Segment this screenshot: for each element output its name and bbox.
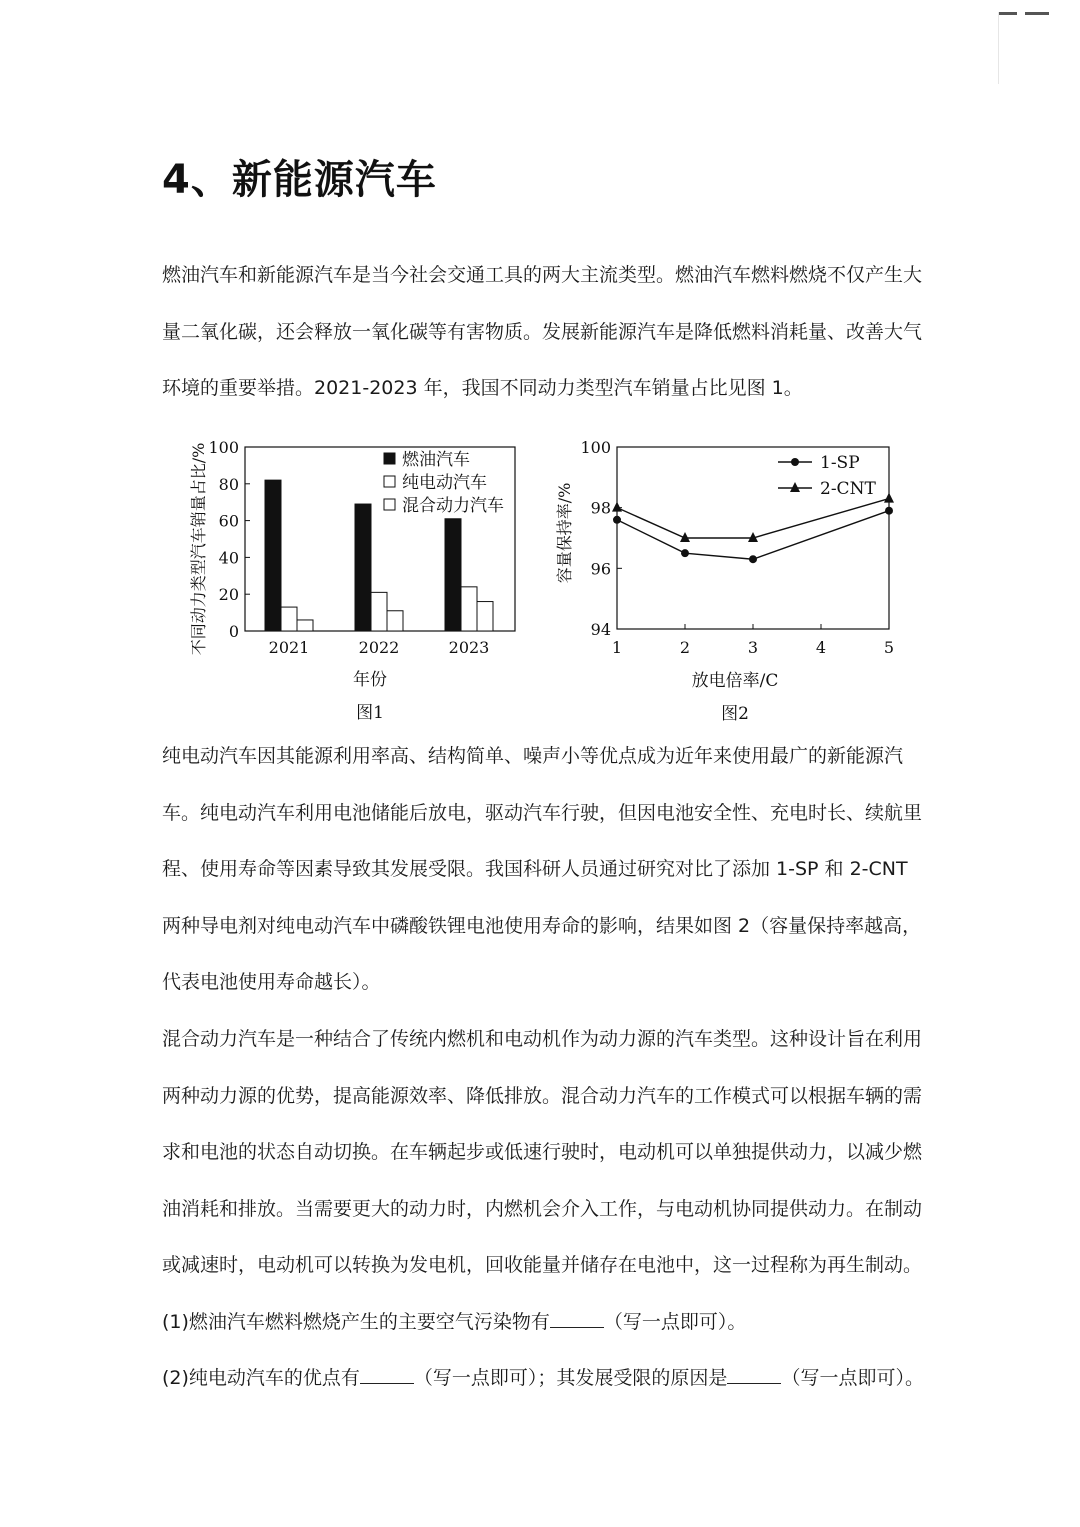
legend-label-1: 2-CNT bbox=[820, 479, 876, 499]
y-tick-label: 60 bbox=[218, 511, 239, 531]
y-tick-label: 100 bbox=[580, 438, 611, 457]
y-tick-label: 94 bbox=[590, 620, 611, 639]
x-tick-label: 2023 bbox=[448, 638, 490, 657]
figure-caption: 图1 bbox=[356, 703, 384, 723]
corner-mark bbox=[998, 12, 1071, 84]
point-1-SP bbox=[749, 555, 757, 563]
legend-label-0: 1-SP bbox=[820, 453, 860, 473]
legend-label-1: 纯电动汽车 bbox=[402, 473, 487, 493]
point-2-CNT bbox=[884, 493, 894, 503]
figure-caption: 图2 bbox=[721, 704, 749, 724]
legend-swatch-2 bbox=[384, 499, 395, 510]
y-tick-label: 96 bbox=[590, 559, 611, 579]
legend-swatch-1 bbox=[384, 476, 395, 487]
point-1-SP bbox=[613, 516, 621, 524]
bar-2023-0 bbox=[445, 519, 461, 631]
question-2-text: (2)纯电动汽车的优点有 bbox=[162, 1367, 360, 1389]
paragraph-1: 燃油汽车和新能源汽车是当今社会交通工具的两大主流类型。燃油汽车燃料燃烧不仅产生大量二氧化碳，还会释放一氧化碳等有害物质。发展新能源汽车是降低燃料消耗量、改善大气环境的重要举措。2021-2023 年，我国不同动力类型汽车销量占比见图 1。 bbox=[162, 264, 923, 399]
x-tick-label: 2021 bbox=[268, 638, 310, 657]
question-1 bbox=[162, 1307, 746, 1337]
question-1-hint: （写一点即可）。 bbox=[603, 1311, 747, 1333]
bar-2021-2 bbox=[297, 620, 313, 631]
answer-blank-2b[interactable] bbox=[727, 1365, 781, 1384]
bar-2021-1 bbox=[281, 607, 297, 631]
bar-2022-1 bbox=[371, 592, 387, 631]
paragraph-2: 纯电动汽车因其能源利用率高、结构简单、噪声小等优点成为近年来使用最广的新能源汽车。纯电动汽车利用电池储能后放电，驱动汽车行驶，但因电池安全性、充电时长、续航里程、使用寿命等因素导致其发展受限。我国科研人员通过研究对比了添加 1-SP 和 2-CNT 两种导电剂对纯电动汽车中磷酸铁锂电池使用寿命的影响，结果如图 2（容量保持率越高，代表电池使用寿命越长）。 bbox=[162, 745, 923, 993]
paragraph-3: 混合动力汽车是一种结合了传统内燃机和电动机作为动力源的汽车类型。这种设计旨在利用两种动力源的优势，提高能源效率、降低排放。混合动力汽车的工作模式可以根据车辆的需求和电池的状态自动切换。在车辆起步或低速行驶时，电动机可以单独提供动力，以减少燃油消耗和排放。当需要更大的动力时，内燃机会介入工作，与电动机协同提供动力。在制动或减速时，电动机可以转换为发电机，回收能量并储存在电池中，这一过程称为再生制动。 bbox=[162, 1028, 923, 1276]
point-2-CNT bbox=[612, 502, 622, 512]
question-2 bbox=[162, 1363, 924, 1393]
y-tick-label: 20 bbox=[218, 585, 239, 605]
bar-chart-figure-1 bbox=[180, 415, 530, 727]
y-tick-label: 98 bbox=[590, 498, 611, 518]
bar-2022-2 bbox=[387, 611, 403, 631]
y-tick-label: 80 bbox=[218, 474, 239, 494]
section-heading: 4、新能源汽车 bbox=[162, 157, 437, 203]
y-tick-label: 0 bbox=[228, 622, 239, 641]
x-axis-label: 年份 bbox=[353, 670, 387, 690]
point-1-SP bbox=[885, 507, 893, 515]
x-axis-label: 放电倍率/C bbox=[691, 671, 779, 691]
corner-tick-marks bbox=[999, 12, 1071, 18]
y-axis-label: 不同动力类型汽车销量占比/% bbox=[189, 442, 208, 656]
legend-label-2: 混合动力汽车 bbox=[402, 496, 504, 516]
answer-blank-1[interactable] bbox=[550, 1309, 604, 1328]
y-axis-label: 容量保持率/% bbox=[555, 482, 574, 584]
hybrid-car-paragraph bbox=[162, 1011, 922, 1294]
figure-1 bbox=[180, 415, 530, 731]
line-chart-figure-2 bbox=[548, 415, 908, 727]
intro-paragraph bbox=[162, 247, 922, 417]
legend-swatch-0 bbox=[384, 453, 395, 464]
x-tick-label: 5 bbox=[883, 638, 895, 657]
bar-2021-0 bbox=[265, 480, 281, 631]
x-tick-label: 2022 bbox=[358, 638, 400, 657]
x-tick-label: 2 bbox=[679, 638, 691, 657]
bar-2022-0 bbox=[355, 504, 371, 631]
legend-marker-0 bbox=[791, 458, 799, 466]
question-2-hint: （写一点即可）。 bbox=[781, 1367, 924, 1389]
point-1-SP bbox=[681, 549, 689, 557]
question-1-text: (1)燃油汽车燃料燃烧产生的主要空气污染物有 bbox=[162, 1311, 550, 1333]
x-tick-label: 4 bbox=[815, 638, 827, 657]
x-tick-label: 1 bbox=[611, 638, 623, 657]
legend-marker-1 bbox=[790, 482, 800, 492]
legend-label-0: 燃油汽车 bbox=[402, 450, 470, 470]
question-2-middle: （写一点即可）；其发展受限的原因是 bbox=[413, 1367, 728, 1389]
bar-2023-1 bbox=[461, 587, 477, 631]
x-tick-label: 3 bbox=[747, 638, 759, 657]
answer-blank-2a[interactable] bbox=[360, 1365, 414, 1384]
electric-car-paragraph bbox=[162, 728, 922, 1011]
y-tick-label: 40 bbox=[218, 548, 239, 568]
bar-2023-2 bbox=[477, 602, 493, 631]
figure-2 bbox=[548, 415, 908, 731]
y-tick-label: 100 bbox=[208, 438, 239, 457]
